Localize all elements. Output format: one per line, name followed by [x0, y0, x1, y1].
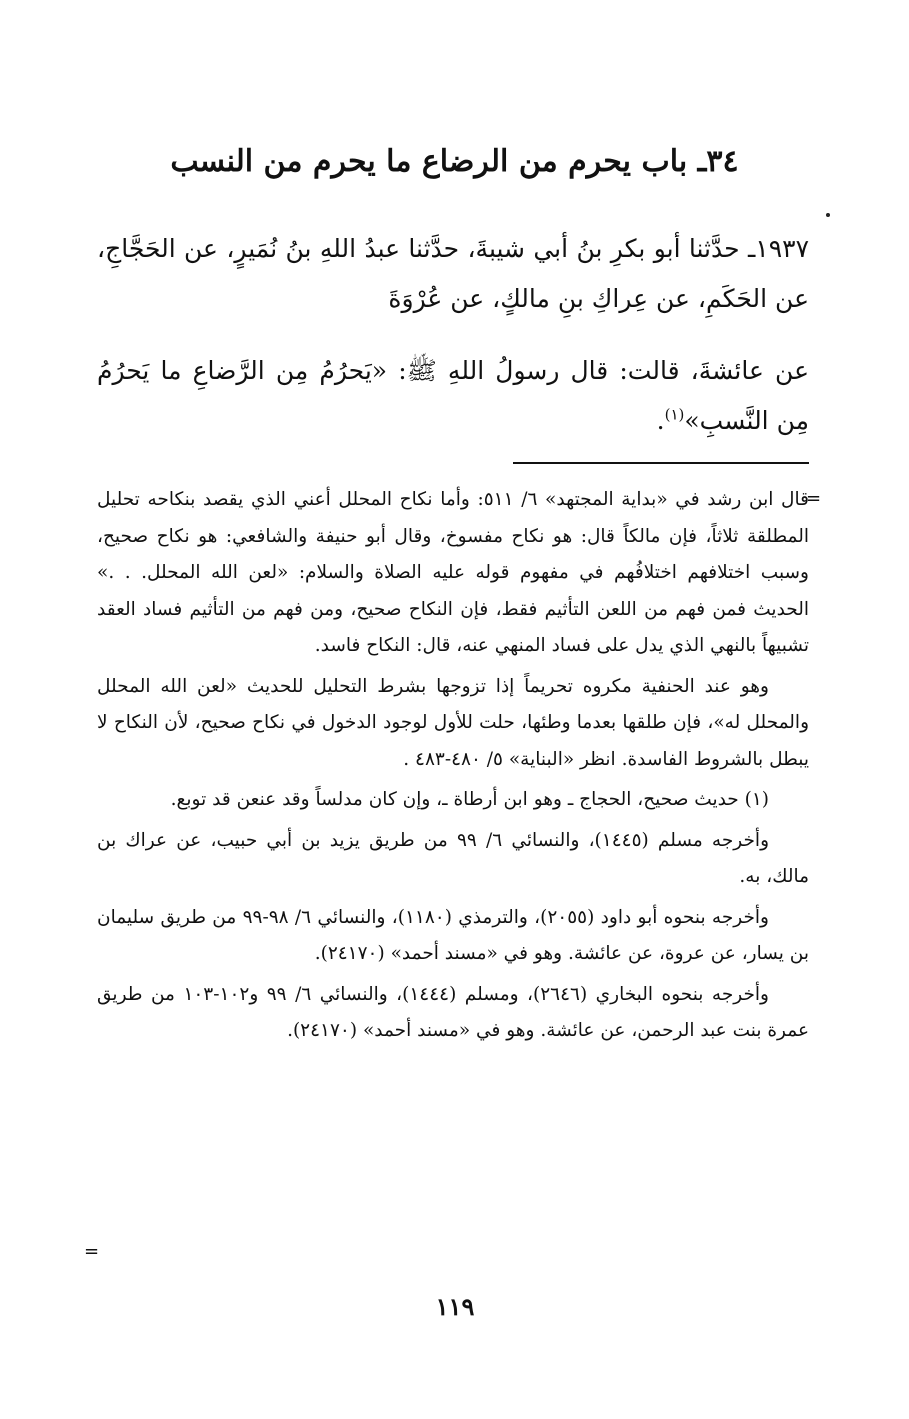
footnote-paragraph: وأخرجه بنحوه أبو داود (٢٠٥٥)، والترمذي (١١٨٠)، والنسائي ٦/ ٩٨-٩٩ من طريق سليمان بن يسار، عن عروة، عن عائشة. وهو في «مسند أحمد» (٢٤١٧٠).	[97, 906, 809, 964]
footnote-paragraph: قال ابن رشد في «بداية المجتهد» ٦/ ٥١١: وأما نكاح المحلل أعني الذي يقصد بنكاحه تحليل المطلقة ثلاثاً، فإن مالكاً قال: هو نكاح مفسوخ، وقال أبو حنيفة والشافعي: هو نكاح صحيح، وسبب اختلافهم اختلافُهم في مفهوم قوله عليه الصلاة والسلام: «لعن الله المحلل. . .» الحديث فمن فهم من اللعن التأثيم فقط، فإن النكاح صحيح، ومن فهم من التأثيم فساد العقد تشبيهاً بالنهي الذي يدل على فساد المنهي عنه، قال: النكاح فاسد.	[97, 489, 809, 656]
footnote-paragraph: (١) حديث صحيح، الحجاج ـ وهو ابن أرطاة ـ، وإن كان مدلساً وقد عنعن قد توبع.	[170, 789, 769, 810]
footnote-paragraph: وهو عند الحنفية مكروه تحريماً إذا تزوجها بشرط التحليل للحديث «لعن الله المحلل والمحلل له»، فإن طلقها بعدما وطئها، حلت للأول لوجود الدخول في نكاح صحيح، لأن النكاح لا يبطل بالشروط الفاسدة. انظر «البناية» ٥/ ٤٨٠-٤٨٣ .	[97, 675, 809, 770]
print-speck	[826, 213, 830, 217]
footnote-paragraph: وأخرجه مسلم (١٤٤٥)، والنسائي ٦/ ٩٩ من طريق يزيد بن أبي حبيب، عن عراك بن مالك، به.	[97, 829, 809, 887]
page-number: ١١٩	[435, 1292, 475, 1321]
hadith-end-mark: .	[656, 406, 665, 435]
footnote-separator-line	[513, 462, 809, 464]
hadith-isnad: ١٩٣٧ـ حدَّثنا أبو بكرِ بنُ أبي شيبةَ، حدَّثنا عبدُ اللهِ بنُ نُمَيرٍ، عن الحَجَّاجِ، عن الحَكَمِ، عن عِراكِ بنِ مالكٍ، عن عُرْوَةَ	[97, 234, 809, 313]
footnotes-section	[97, 482, 809, 1054]
hadith-matn-block	[97, 346, 809, 446]
continuation-mark-bottom: =	[84, 1241, 100, 1262]
chapter-title: ٣٤ـ باب يحرم من الرضاع ما يحرم من النسب	[170, 144, 739, 179]
hadith-matn: عن عائشةَ، قالت: قال رسولُ اللهِ ﷺ: «يَحرُمُ مِن الرَّضاعِ ما يَحرُمُ مِن النَّسبِ»	[97, 356, 809, 435]
footnote-paragraph: وأخرجه بنحوه البخاري (٢٦٤٦)، ومسلم (١٤٤٤)، والنسائي ٦/ ٩٩ و١٠٢-١٠٣ من طريق عمرة بنت عبد الرحمن، عن عائشة. وهو في «مسند أحمد» (٢٤١٧٠).	[97, 983, 809, 1041]
footnote-reference: (١)	[664, 405, 685, 424]
continuation-mark-top: =	[806, 488, 822, 509]
